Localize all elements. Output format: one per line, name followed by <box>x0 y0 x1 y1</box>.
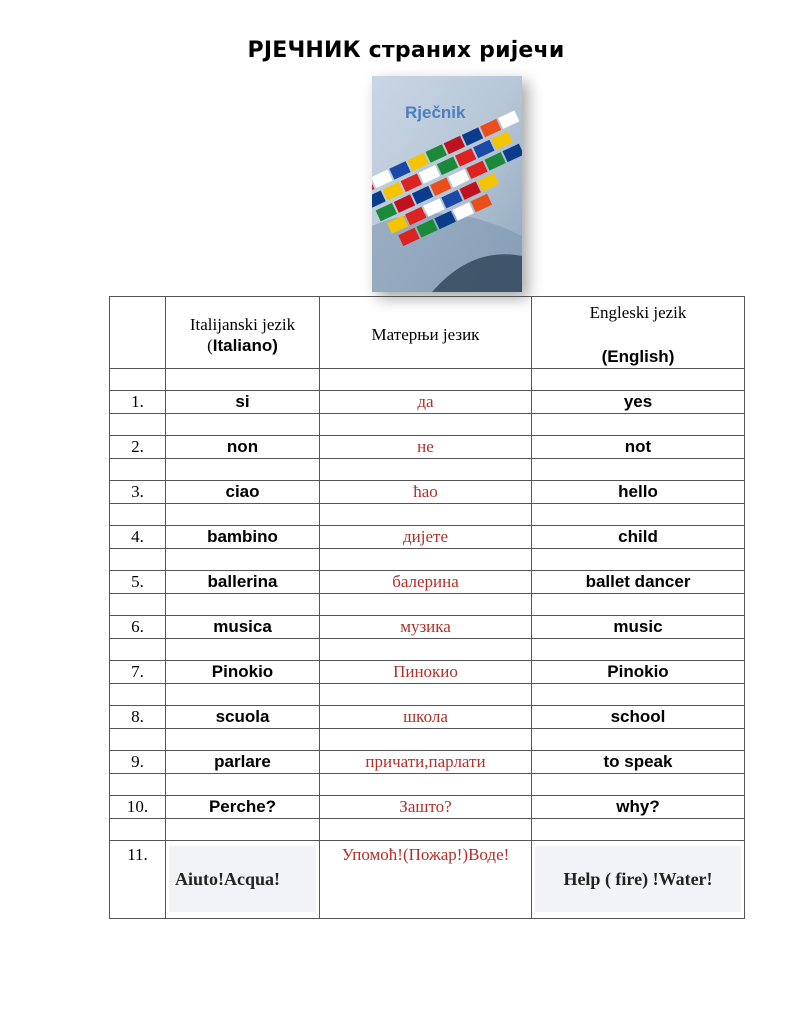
table-row <box>110 661 745 684</box>
header-number-cell <box>110 297 166 369</box>
english-word: Help ( fire) !Water! <box>535 846 741 912</box>
italian-word: si <box>166 391 320 414</box>
serbian-word: Упомоћ!(Пожар!)Воде! <box>341 845 510 864</box>
table-spacer-row <box>110 504 745 526</box>
english-phrase-cell <box>532 841 745 919</box>
header-serbian-label: Матерњи језик <box>371 325 480 344</box>
serbian-word: причати,парлати <box>320 751 532 774</box>
table-row <box>110 571 745 594</box>
english-word: ballet dancer <box>532 571 745 594</box>
english-word: child <box>532 526 745 549</box>
english-word: Pinokio <box>532 661 745 684</box>
table-header-row <box>110 297 745 369</box>
serbian-word: Пинокио <box>320 661 532 684</box>
header-english <box>532 297 745 369</box>
table-spacer-row <box>110 369 745 391</box>
serbian-word: Зашто? <box>320 796 532 819</box>
italian-word: scuola <box>166 706 320 729</box>
table-spacer-row <box>110 819 745 841</box>
table-row <box>110 841 745 919</box>
header-italian-line1: Italijanski jezik <box>189 314 296 334</box>
english-word: hello <box>532 481 745 504</box>
table-row <box>110 481 745 504</box>
flags-illustration <box>372 76 522 292</box>
row-number: 11. <box>110 841 166 919</box>
italian-word: parlare <box>166 751 320 774</box>
table-row <box>110 391 745 414</box>
table-spacer-row <box>110 414 745 436</box>
header-italian-line2-prefix: ( <box>207 335 213 355</box>
serbian-word: школа <box>320 706 532 729</box>
english-word: why? <box>532 796 745 819</box>
dictionary-table <box>109 296 745 919</box>
table-spacer-row <box>110 774 745 796</box>
row-number: 7. <box>110 661 166 684</box>
english-word: music <box>532 616 745 639</box>
dictionary-cover-image <box>372 76 522 292</box>
serbian-word: дијете <box>320 526 532 549</box>
row-number: 4. <box>110 526 166 549</box>
cover-title: Rječnik <box>405 103 466 122</box>
serbian-word: ћао <box>320 481 532 504</box>
header-serbian <box>320 297 532 369</box>
italian-word: musica <box>166 616 320 639</box>
table-spacer-row <box>110 729 745 751</box>
italian-phrase-cell <box>166 841 320 919</box>
header-italian <box>166 297 320 369</box>
english-word: yes <box>532 391 745 414</box>
serbian-word: балерина <box>320 571 532 594</box>
italian-word: ciao <box>166 481 320 504</box>
table-spacer-row <box>110 594 745 616</box>
italian-word: bambino <box>166 526 320 549</box>
serbian-phrase-cell <box>320 841 532 919</box>
row-number: 1. <box>110 391 166 414</box>
table-row <box>110 616 745 639</box>
italian-word: Perche? <box>166 796 320 819</box>
english-word: not <box>532 436 745 459</box>
table-row <box>110 436 745 459</box>
row-number: 2. <box>110 436 166 459</box>
table-row <box>110 526 745 549</box>
english-word: school <box>532 706 745 729</box>
italian-word: Pinokio <box>166 661 320 684</box>
serbian-word: музика <box>320 616 532 639</box>
row-number: 10. <box>110 796 166 819</box>
page-title: РЈЕЧНИК страних ријечи <box>247 38 565 63</box>
row-number: 6. <box>110 616 166 639</box>
italian-word: Aiuto!Acqua! <box>169 846 316 912</box>
header-english-line2: (English) <box>601 346 675 366</box>
table-row <box>110 751 745 774</box>
table-spacer-row <box>110 639 745 661</box>
header-italian-line2: Italiano) <box>212 335 278 355</box>
header-english-line1: Engleski jezik <box>589 302 687 322</box>
row-number: 3. <box>110 481 166 504</box>
italian-word: ballerina <box>166 571 320 594</box>
table-row <box>110 796 745 819</box>
serbian-word: не <box>320 436 532 459</box>
english-word: to speak <box>532 751 745 774</box>
table-spacer-row <box>110 549 745 571</box>
italian-word: non <box>166 436 320 459</box>
row-number: 5. <box>110 571 166 594</box>
serbian-word: да <box>320 391 532 414</box>
table-spacer-row <box>110 459 745 481</box>
row-number: 8. <box>110 706 166 729</box>
row-number: 9. <box>110 751 166 774</box>
table-row <box>110 706 745 729</box>
table-spacer-row <box>110 684 745 706</box>
